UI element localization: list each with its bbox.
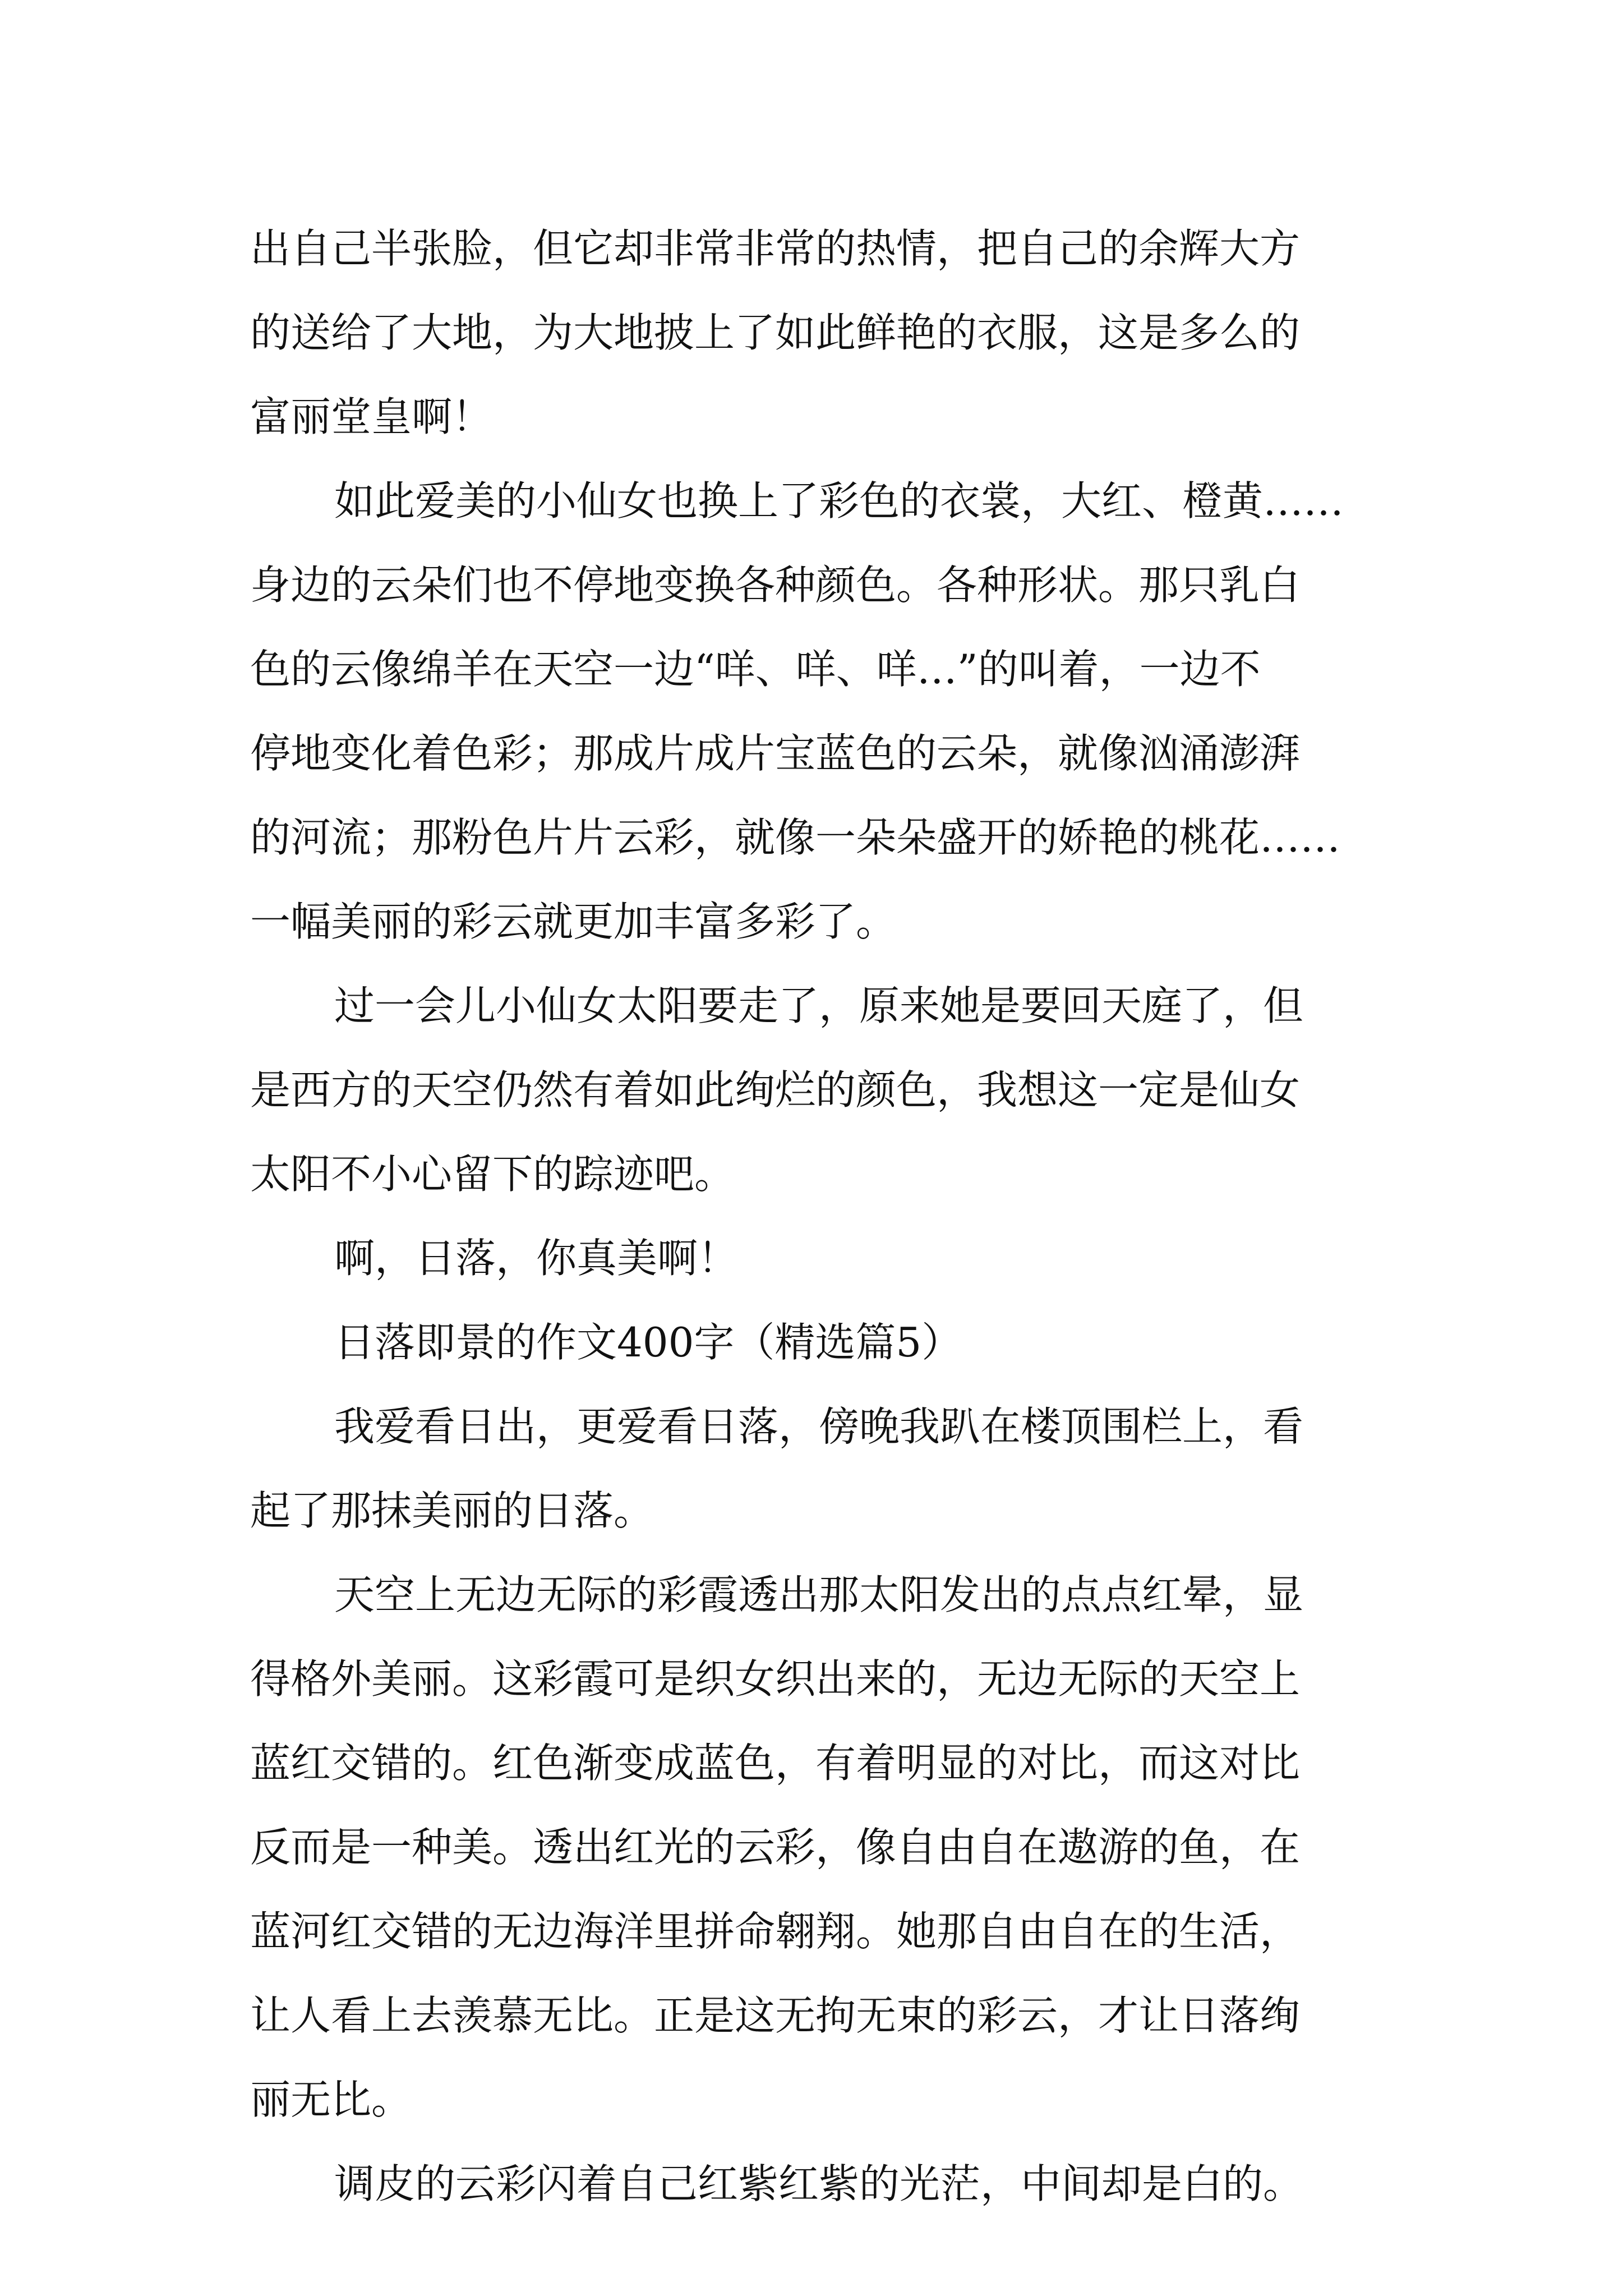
text-line: 富丽堂皇啊！ xyxy=(250,393,493,440)
text-line: 让人看上去羡慕无比。正是这无拘无束的彩云，才让日落绚 xyxy=(250,1992,1301,2039)
text-line: 停地变化着色彩；那成片成片宝蓝色的云朵，就像汹涌澎湃 xyxy=(250,730,1301,777)
text-line: 过一会儿小仙女太阳要走了，原来她是要回天庭了，但 xyxy=(334,982,1304,1029)
text-line: 反而是一种美。透出红光的云彩，像自由自在遨游的鱼，在 xyxy=(250,1824,1301,1871)
text-line: 的送给了大地，为大地披上了如此鲜艳的衣服，这是多么的 xyxy=(250,309,1301,356)
text-line: 一幅美丽的彩云就更加丰富多彩了。 xyxy=(250,898,897,945)
text-line: 我爱看日出，更爱看日落，傍晚我趴在楼顶围栏上，看 xyxy=(334,1403,1304,1450)
text-line: 色的云像绵羊在天空一边“咩、咩、咩…”的叫着，一边不 xyxy=(250,646,1261,693)
text-line: 起了那抹美丽的日落。 xyxy=(250,1487,654,1534)
text-line: 调皮的云彩闪着自己红紫红紫的光茫，中间却是白的。 xyxy=(334,2160,1304,2207)
text-line: 是西方的天空仍然有着如此绚烂的颜色，我想这一定是仙女 xyxy=(250,1066,1301,1114)
text-line: 蓝红交错的。红色渐变成蓝色，有着明显的对比，而这对比 xyxy=(250,1740,1301,1787)
text-line: 身边的云朵们也不停地变换各种颜色。各种形状。那只乳白 xyxy=(250,562,1301,609)
text-line: 的河流；那粉色片片云彩，就像一朵朵盛开的娇艳的桃花…… xyxy=(250,814,1341,861)
text-line: 出自己半张脸，但它却非常非常的热情，把自己的余辉大方 xyxy=(250,225,1301,272)
text-line: 天空上无边无际的彩霞透出那太阳发出的点点红晕，显 xyxy=(334,1571,1304,1618)
text-line: 太阳不小心留下的踪迹吧。 xyxy=(250,1151,735,1198)
text-line: 蓝河红交错的无边海洋里拼命翱翔。她那自由自在的生活， xyxy=(250,1908,1301,1955)
text-line: 啊，日落，你真美啊！ xyxy=(334,1235,739,1282)
text-line: 丽无比。 xyxy=(250,2076,412,2123)
text-line: 日落即景的作文400字（精选篇5） xyxy=(334,1319,962,1366)
text-line: 得格外美丽。这彩霞可是织女织出来的，无边无际的天空上 xyxy=(250,1655,1301,1703)
text-line: 如此爱美的小仙女也换上了彩色的衣裳，大红、橙黄…… xyxy=(334,477,1344,524)
body-text xyxy=(250,206,1400,2226)
